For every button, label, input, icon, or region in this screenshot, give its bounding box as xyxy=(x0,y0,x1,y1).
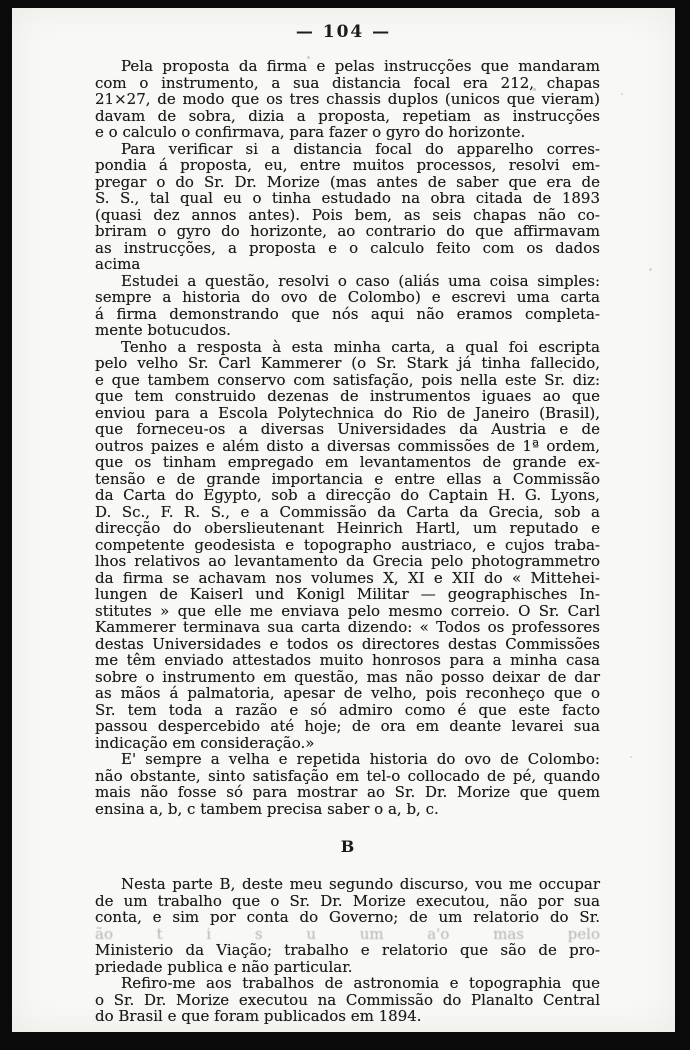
text-line: de um trabalho que o Sr. Dr. Morize executou, não por sua xyxy=(95,891,600,910)
text-line: S. S., tal qual eu o tinha estudado na obra citada de 1893 xyxy=(95,189,600,207)
faded-text-line: ão t i s u um a'o mas pelo xyxy=(95,924,600,943)
text-line: briram o gyro do horizonte, ao contrario do que affirmavam xyxy=(95,222,600,240)
text-line: á firma demonstrando que nós aqui não eramos completa- xyxy=(95,304,600,323)
document-page xyxy=(12,8,675,1032)
text-line: priedade publica e não particular. xyxy=(95,957,353,976)
text-line: as mãos á palmatoria, apesar de velho, pois reconheço que o xyxy=(95,684,600,702)
text-line: as instrucções, a proposta e o calculo feito com os dados xyxy=(95,238,600,257)
paragraph xyxy=(95,751,600,817)
text-line: ensina a, b, c tambem precisa saber o a, b, c. xyxy=(95,799,439,818)
text-line: mente botucudos. xyxy=(95,321,231,339)
text-line: sobre o instrumento em questão, mas não posso deixar de dar xyxy=(95,667,600,686)
text-line: lhos relativos ao levantamento da Grecia pelo photogrammetro xyxy=(95,552,600,570)
text-line: Estudei a questão, resolvi o caso (aliás uma coisa simples: xyxy=(121,271,600,290)
text-line: Kammerer terminava sua carta dizendo: « Todos os professores xyxy=(95,618,600,636)
text-line: enviou para a Escola Polytechnica do Rio de Janeiro (Brasil), xyxy=(95,403,600,422)
text-line: mais não fosse só para mostrar ao Sr. Dr. Morize que quem xyxy=(95,783,600,801)
text-line: Tenho a resposta à esta minha carta, a qual foi escripta xyxy=(121,337,600,356)
text-line: não obstante, sinto satisfação em tel-o collocado de pé, quando xyxy=(95,766,600,785)
text-line: me têm enviado attestados muito honrosos para a minha casa xyxy=(95,651,600,669)
paragraph xyxy=(95,339,600,752)
text-line: e o calculo o confirmava, para fazer o gyro do horizonte. xyxy=(95,123,526,141)
text-line: Sr. tem toda a razão e só admiro como é que este facto xyxy=(95,700,600,719)
paragraph xyxy=(95,273,600,339)
text-line: passou despercebido até hoje; de ora em deante levarei sua xyxy=(95,717,600,735)
paragraph xyxy=(95,876,600,975)
text-line: com o instrumento, a sua distancia focal era 212, chapas xyxy=(95,73,600,92)
text-line: do Brasil e que foram publicados em 1894. xyxy=(95,1007,422,1025)
text-line: pregar o do Sr. Dr. Morize (mas antes de saber que era de xyxy=(95,172,600,191)
text-line: e que tambem conservo com satisfação, pois nella este Sr. diz: xyxy=(95,370,600,389)
text-line: indicação em consideração.» xyxy=(95,733,315,752)
text-line: D. Sc., F. R. S., e a Commissão da Carta da Grecia, sob a xyxy=(95,502,600,521)
text-line: tensão e de grande importancia e entre ellas a Commissão xyxy=(95,469,600,488)
text-line: Ministerio da Viação; trabalho e relatorio que são de pro- xyxy=(95,941,600,959)
text-line: conta, e sim por conta do Governo; de um relatorio do Sr. xyxy=(95,908,600,926)
text-line: 21×27, de modo que os tres chassis duplos (unicos que vieram) xyxy=(95,90,600,108)
text-line: da Carta do Egypto, sob a direcção do Captain H. G. Lyons, xyxy=(95,486,600,504)
text-line: pondia á proposta, eu, entre muitos processos, resolvi em- xyxy=(95,156,600,174)
text-line: o Sr. Dr. Morize executou na Commissão do Planalto Central xyxy=(95,990,600,1009)
text-line: lungen de Kaiserl und Konigl Militar — geographisches In- xyxy=(95,585,600,603)
section-heading: B xyxy=(340,837,355,856)
page-text xyxy=(95,58,600,1025)
text-line: que forneceu-os a diversas Universidades da Austria e de xyxy=(95,420,600,438)
text-line: (quasi dez annos antes). Pois bem, as seis chapas não co- xyxy=(95,205,600,224)
text-line: pelo velho Sr. Carl Kammerer (o Sr. Stark já tinha fallecido, xyxy=(95,354,600,372)
text-line: que os tinham empregado em levantamentos de grande ex- xyxy=(95,453,600,471)
text-line: davam de sobra, dizia a proposta, repetiam as instrucções xyxy=(95,106,600,125)
text-line: stitutes » que elle me enviava pelo mesmo correio. O Sr. Carl xyxy=(95,601,600,620)
paragraph xyxy=(95,975,600,1025)
text-line: competente geodesista e topographo austriaco, e cujos traba- xyxy=(95,535,600,554)
text-line: da firma se achavam nos volumes X, XI e XII do « Mittehei- xyxy=(95,568,600,587)
paragraph xyxy=(95,141,600,273)
text-line: sempre a historia do ovo de Colombo) e escrevi uma carta xyxy=(95,288,600,306)
text-line: Pela proposta da firma e pelas instrucções que mandaram xyxy=(121,57,600,75)
text-line: que tem construido dezenas de instrumentos iguaes ao que xyxy=(95,387,600,405)
text-line: destas Universidades e todos os directores destas Commissões xyxy=(95,634,600,653)
text-line: outros paizes e além disto a diversas commissões de 1ª ordem, xyxy=(95,436,600,455)
text-line: Nesta parte B, deste meu segundo discurso, vou me occupar xyxy=(121,875,600,893)
text-line: direcção do oberslieutenant Heinrich Hartl, um reputado e xyxy=(95,519,600,537)
paragraph xyxy=(95,58,600,141)
page-number-header: — 104 — xyxy=(295,22,392,42)
text-line: Para verificar si a distancia focal do apparelho corres- xyxy=(121,139,600,158)
text-line: Refiro-me aos trabalhos de astronomia e topographia que xyxy=(121,974,600,992)
text-line: E' sempre a velha e repetida historia do ovo de Colombo: xyxy=(121,750,600,768)
text-line: acima xyxy=(95,255,141,273)
